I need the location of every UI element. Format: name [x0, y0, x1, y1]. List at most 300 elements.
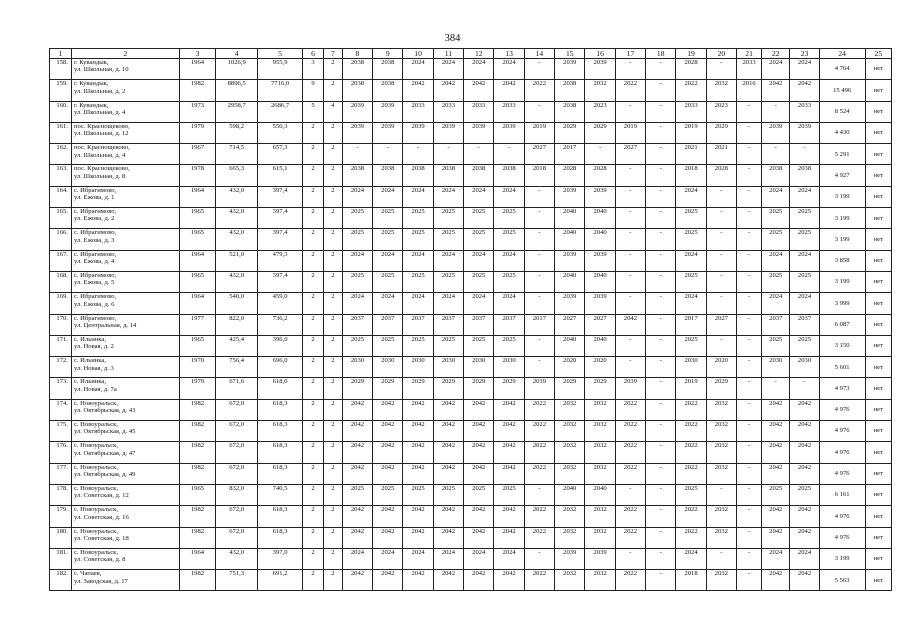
data-cell: 2 [303, 421, 324, 442]
data-cell: 1964 [179, 250, 216, 271]
street-text: ул. Школьная, д. 4 [73, 151, 126, 159]
data-cell: 2042 [433, 442, 463, 463]
data-cell: 396,0 [258, 335, 303, 356]
data-cell: - [762, 144, 790, 165]
data-cell: 2032 [585, 527, 615, 548]
status-cell: нет [865, 484, 891, 505]
data-cell: 2024 [790, 293, 819, 314]
data-cell: - [706, 208, 736, 229]
data-cell: 2032 [585, 463, 615, 484]
cost-cell: 4 764 [819, 59, 865, 80]
data-cell: - [706, 250, 736, 271]
data-cell: 2 [323, 463, 342, 484]
data-cell: 2022 [615, 527, 645, 548]
data-cell: - [585, 144, 615, 165]
data-cell: 2024 [373, 548, 403, 569]
data-cell: 2024 [464, 59, 494, 80]
column-number-cell: 2 [71, 49, 179, 59]
data-cell: 2 [323, 314, 342, 335]
data-cell: 2025 [762, 484, 790, 505]
data-cell: - [646, 421, 676, 442]
data-cell: 2038 [373, 165, 403, 186]
data-cell: - [706, 59, 736, 80]
data-cell: 2039 [555, 548, 585, 569]
column-number-cell: 15 [555, 49, 585, 59]
data-cell: 9 [303, 80, 324, 101]
table-row [50, 80, 892, 101]
data-cell: - [615, 357, 645, 378]
data-cell: 2 [323, 548, 342, 569]
data-cell: 2029 [706, 378, 736, 399]
row-number-cell: 166. [50, 229, 72, 250]
data-cell: - [762, 101, 790, 122]
street-text: ул. Октябрьская, д. 47 [73, 449, 136, 457]
data-cell: 2024 [464, 250, 494, 271]
data-cell: - [646, 357, 676, 378]
data-cell: 2042 [762, 399, 790, 420]
cost-cell: 5 291 [819, 144, 865, 165]
data-cell: 2042 [373, 527, 403, 548]
data-cell: 2025 [494, 229, 524, 250]
table-row [50, 484, 892, 505]
data-cell: 2024 [676, 186, 706, 207]
data-cell: 2016 [737, 80, 762, 101]
data-cell: 2025 [403, 208, 433, 229]
data-cell: 2 [303, 399, 324, 420]
street-text: ул. Школьная, д. 8 [73, 172, 126, 180]
data-cell: 2 [323, 208, 342, 229]
data-cell: 2024 [373, 186, 403, 207]
data-cell: 2024 [790, 250, 819, 271]
column-number-cell: 6 [303, 49, 324, 59]
settlement-text: с. Новоуральск, [73, 506, 119, 514]
data-cell: 397,4 [258, 229, 303, 250]
data-cell: 2025 [433, 208, 463, 229]
data-cell: 2025 [676, 208, 706, 229]
data-cell: 1973 [179, 101, 216, 122]
data-cell: 2024 [403, 548, 433, 569]
data-cell: 2023 [706, 101, 736, 122]
status-cell: нет [865, 229, 891, 250]
data-cell: 2025 [342, 484, 372, 505]
street-text: ул. Ежова, д. 1 [73, 194, 115, 202]
data-cell: 2042 [403, 527, 433, 548]
settlement-text: с. Новоуральск, [73, 399, 119, 407]
data-cell: 2042 [464, 506, 494, 527]
data-cell: 2 [303, 378, 324, 399]
table-row [50, 314, 892, 335]
data-cell: 2 [303, 314, 324, 335]
data-cell: - [524, 229, 554, 250]
data-cell: 2024 [494, 186, 524, 207]
data-cell: 2042 [494, 463, 524, 484]
column-number-cell: 12 [464, 49, 494, 59]
data-cell: 397,0 [258, 548, 303, 569]
address-cell [71, 271, 179, 292]
data-cell: 740,5 [258, 484, 303, 505]
data-cell: 2025 [464, 335, 494, 356]
data-cell: - [646, 442, 676, 463]
data-cell: 2039 [403, 122, 433, 143]
data-cell: 2032 [555, 421, 585, 442]
cost-cell: 4 976 [819, 506, 865, 527]
data-cell: 714,5 [216, 144, 258, 165]
data-cell: - [737, 250, 762, 271]
status-cell: нет [865, 271, 891, 292]
cost-cell: 4 976 [819, 463, 865, 484]
row-number-cell: 163. [50, 165, 72, 186]
data-cell: 2042 [790, 442, 819, 463]
data-cell: 2037 [494, 314, 524, 335]
data-cell: 2042 [494, 442, 524, 463]
data-cell: 2039 [585, 250, 615, 271]
data-cell: 1964 [179, 59, 216, 80]
street-text: ул. Школьная, д. 2 [73, 87, 126, 95]
data-cell: 2024 [676, 548, 706, 569]
cost-cell: 3 858 [819, 250, 865, 271]
status-cell: нет [865, 314, 891, 335]
column-number-cell: 19 [676, 49, 706, 59]
data-cell: 2039 [342, 122, 372, 143]
column-number-cell: 22 [762, 49, 790, 59]
data-cell: 1964 [179, 548, 216, 569]
data-cell: 1982 [179, 570, 216, 591]
data-cell: 736,2 [258, 314, 303, 335]
data-cell: 2 [323, 186, 342, 207]
data-cell: 2025 [676, 271, 706, 292]
address-cell [71, 570, 179, 591]
data-cell: - [342, 144, 372, 165]
data-cell: 2 [323, 144, 342, 165]
data-cell: 2042 [373, 506, 403, 527]
row-number-cell: 162. [50, 144, 72, 165]
data-cell: 618,3 [258, 506, 303, 527]
street-text: ул. Новая, д. 3 [73, 364, 114, 372]
data-cell: 2 [323, 506, 342, 527]
data-cell: 2040 [585, 271, 615, 292]
data-cell: 2 [323, 357, 342, 378]
address-cell [71, 314, 179, 335]
street-text: ул. Ежова, д. 6 [73, 300, 115, 308]
data-cell: 2042 [762, 442, 790, 463]
data-cell: 2025 [373, 484, 403, 505]
settlement-text: с. Ильинка, [73, 335, 106, 343]
data-cell: 2025 [494, 208, 524, 229]
data-cell: 2018 [524, 165, 554, 186]
data-cell: 7716,0 [258, 80, 303, 101]
cost-cell: 4 976 [819, 399, 865, 420]
data-cell: 2 [323, 293, 342, 314]
data-cell: 2017 [555, 144, 585, 165]
data-cell: - [646, 101, 676, 122]
data-cell: - [737, 208, 762, 229]
data-cell: 2020 [706, 357, 736, 378]
data-cell: 2025 [403, 271, 433, 292]
status-cell: нет [865, 357, 891, 378]
data-cell: - [524, 335, 554, 356]
data-cell: 2037 [464, 314, 494, 335]
data-cell: 2025 [342, 208, 372, 229]
table-row [50, 506, 892, 527]
data-cell: 2022 [676, 399, 706, 420]
data-cell: 2024 [762, 293, 790, 314]
settlement-text: с. Новоуральск, [73, 421, 119, 429]
address-cell [71, 122, 179, 143]
street-text: ул. Октябрьская, д. 43 [73, 407, 136, 415]
data-cell: 657,3 [258, 144, 303, 165]
street-text: ул. Советская, д. 8 [73, 556, 126, 564]
data-cell: - [615, 208, 645, 229]
data-cell: 2022 [615, 399, 645, 420]
data-cell: 2039 [762, 122, 790, 143]
data-cell: 2032 [585, 570, 615, 591]
data-cell: 2 [303, 229, 324, 250]
data-cell: 2032 [706, 80, 736, 101]
cost-cell: 6 087 [819, 314, 865, 335]
data-cell: - [737, 144, 762, 165]
settlement-text: с. Новоуральск, [73, 484, 119, 492]
data-cell: 1964 [179, 293, 216, 314]
data-cell: 2025 [403, 484, 433, 505]
column-number-cell: 3 [179, 49, 216, 59]
data-cell: 2024 [403, 250, 433, 271]
data-cell: - [737, 314, 762, 335]
data-cell: - [646, 186, 676, 207]
data-cell: 2025 [762, 335, 790, 356]
data-cell: 2027 [585, 314, 615, 335]
row-number-cell: 177. [50, 463, 72, 484]
data-cell: 2032 [706, 570, 736, 591]
row-number-cell: 160. [50, 101, 72, 122]
row-number-cell: 171. [50, 335, 72, 356]
data-cell: 2039 [433, 122, 463, 143]
data-cell: 2042 [494, 527, 524, 548]
data-cell: - [737, 442, 762, 463]
data-cell: 2038 [494, 165, 524, 186]
data-cell: - [646, 122, 676, 143]
data-cell: 2022 [524, 421, 554, 442]
data-cell: 4 [323, 101, 342, 122]
data-cell: 2025 [433, 229, 463, 250]
data-cell: 2029 [464, 378, 494, 399]
table-row [50, 335, 892, 356]
table-row [50, 165, 892, 186]
data-cell: 2 [323, 421, 342, 442]
data-cell: 2030 [790, 357, 819, 378]
cost-cell: 4 973 [819, 378, 865, 399]
data-cell: 2024 [433, 293, 463, 314]
data-cell: 2 [303, 165, 324, 186]
data-cell: 2042 [464, 399, 494, 420]
data-cell: 2025 [433, 271, 463, 292]
data-cell: 1965 [179, 271, 216, 292]
data-cell: 2042 [790, 527, 819, 548]
data-cell: 955,9 [258, 59, 303, 80]
data-cell: - [646, 208, 676, 229]
data-cell: 2029 [555, 378, 585, 399]
data-cell: 2025 [433, 335, 463, 356]
data-cell: 2042 [762, 80, 790, 101]
data-cell: - [646, 165, 676, 186]
data-cell: 2 [303, 335, 324, 356]
data-cell: 2039 [555, 293, 585, 314]
settlement-text: с. Ибрагимово, [73, 293, 117, 301]
data-cell: 2028 [706, 165, 736, 186]
data-cell: 598,2 [216, 122, 258, 143]
data-cell: - [737, 357, 762, 378]
column-number-row [50, 49, 892, 59]
data-cell: 2029 [342, 378, 372, 399]
data-cell: 2029 [585, 378, 615, 399]
data-cell: 2042 [762, 570, 790, 591]
data-cell: 2030 [464, 357, 494, 378]
data-cell: 1982 [179, 421, 216, 442]
data-cell: 2042 [403, 80, 433, 101]
data-cell: - [737, 527, 762, 548]
row-number-cell: 170. [50, 314, 72, 335]
data-cell: - [615, 229, 645, 250]
data-cell: 432,0 [216, 186, 258, 207]
data-cell: 2020 [555, 357, 585, 378]
data-cell: 1970 [179, 357, 216, 378]
column-number-cell: 10 [403, 49, 433, 59]
data-cell: 2024 [762, 186, 790, 207]
data-cell: - [524, 357, 554, 378]
address-cell [71, 335, 179, 356]
street-text: ул. Школьная, д. 10 [73, 66, 129, 74]
data-cell: 2022 [524, 506, 554, 527]
data-cell: 2 [323, 378, 342, 399]
data-cell: 2025 [790, 484, 819, 505]
address-cell [71, 80, 179, 101]
column-number-cell: 16 [585, 49, 615, 59]
data-cell: 2019 [676, 378, 706, 399]
data-cell: 2040 [555, 271, 585, 292]
data-cell: - [737, 484, 762, 505]
data-cell: 2 [323, 570, 342, 591]
data-cell: 432,0 [216, 271, 258, 292]
data-cell: 2042 [464, 463, 494, 484]
row-number-cell: 158. [50, 59, 72, 80]
column-number-cell: 7 [323, 49, 342, 59]
street-text: ул. Советская, д. 12 [73, 492, 129, 500]
cost-cell: 5 601 [819, 357, 865, 378]
data-cell: 2 [323, 250, 342, 271]
data-cell: 2030 [494, 357, 524, 378]
data-cell: - [615, 484, 645, 505]
data-cell: 2042 [403, 442, 433, 463]
data-cell: 2024 [403, 59, 433, 80]
data-cell: 2039 [555, 59, 585, 80]
data-cell: 2 [323, 399, 342, 420]
data-cell: - [646, 144, 676, 165]
row-number-cell: 168. [50, 271, 72, 292]
column-number-cell: 18 [646, 49, 676, 59]
data-cell: 2 [303, 442, 324, 463]
street-text: ул. Ежова, д. 2 [73, 215, 115, 223]
data-cell: 2025 [676, 484, 706, 505]
data-cell: 618,0 [258, 378, 303, 399]
data-cell: 2025 [762, 229, 790, 250]
data-cell: 2022 [524, 80, 554, 101]
column-number-cell: 20 [706, 49, 736, 59]
data-cell: 618,3 [258, 527, 303, 548]
status-cell: нет [865, 378, 891, 399]
table-row [50, 208, 892, 229]
data-cell: - [433, 144, 463, 165]
data-cell: 2024 [342, 293, 372, 314]
data-cell: - [790, 378, 819, 399]
row-number-cell: 181. [50, 548, 72, 569]
data-cell: - [737, 186, 762, 207]
data-cell: 2039 [615, 378, 645, 399]
data-cell: 2042 [790, 463, 819, 484]
data-cell: 2022 [615, 80, 645, 101]
data-cell: 2042 [342, 442, 372, 463]
data-cell: 1982 [179, 80, 216, 101]
data-cell: - [737, 293, 762, 314]
data-cell: 2024 [433, 59, 463, 80]
data-cell: 2024 [676, 250, 706, 271]
data-cell: - [706, 548, 736, 569]
table-row [50, 527, 892, 548]
data-cell: 8896,5 [216, 80, 258, 101]
data-cell: - [737, 378, 762, 399]
data-cell: - [646, 484, 676, 505]
data-cell: 2 [303, 484, 324, 505]
data-cell: 2032 [585, 399, 615, 420]
data-cell: 2039 [790, 122, 819, 143]
data-cell: 2029 [433, 378, 463, 399]
address-cell [71, 165, 179, 186]
data-cell: 2032 [706, 421, 736, 442]
data-cell: 2038 [464, 165, 494, 186]
data-cell: 2024 [494, 548, 524, 569]
data-cell: 2017 [676, 314, 706, 335]
data-cell: 2025 [762, 271, 790, 292]
data-cell: 2025 [676, 229, 706, 250]
data-cell: 1982 [179, 442, 216, 463]
table-row [50, 463, 892, 484]
data-cell: 2032 [706, 527, 736, 548]
row-number-cell: 178. [50, 484, 72, 505]
status-cell: нет [865, 527, 891, 548]
column-number-cell: 21 [737, 49, 762, 59]
address-cell [71, 506, 179, 527]
data-cell: 2 [323, 229, 342, 250]
status-cell: нет [865, 165, 891, 186]
data-cell: - [737, 548, 762, 569]
data-cell: 672,0 [216, 463, 258, 484]
column-number-cell: 25 [865, 49, 891, 59]
data-cell: 2030 [373, 357, 403, 378]
data-cell: 397,4 [258, 186, 303, 207]
data-cell: 1964 [179, 186, 216, 207]
data-cell: 2039 [494, 122, 524, 143]
data-cell: 2 [323, 122, 342, 143]
data-cell: - [737, 165, 762, 186]
data-cell: 1979 [179, 378, 216, 399]
data-cell: 1979 [179, 122, 216, 143]
data-cell: 2042 [342, 421, 372, 442]
data-cell: 2042 [464, 421, 494, 442]
data-cell: - [524, 101, 554, 122]
table-row [50, 570, 892, 591]
table-row [50, 101, 892, 122]
data-cell: 2042 [464, 570, 494, 591]
data-cell: 2039 [555, 250, 585, 271]
data-cell: 2022 [615, 463, 645, 484]
